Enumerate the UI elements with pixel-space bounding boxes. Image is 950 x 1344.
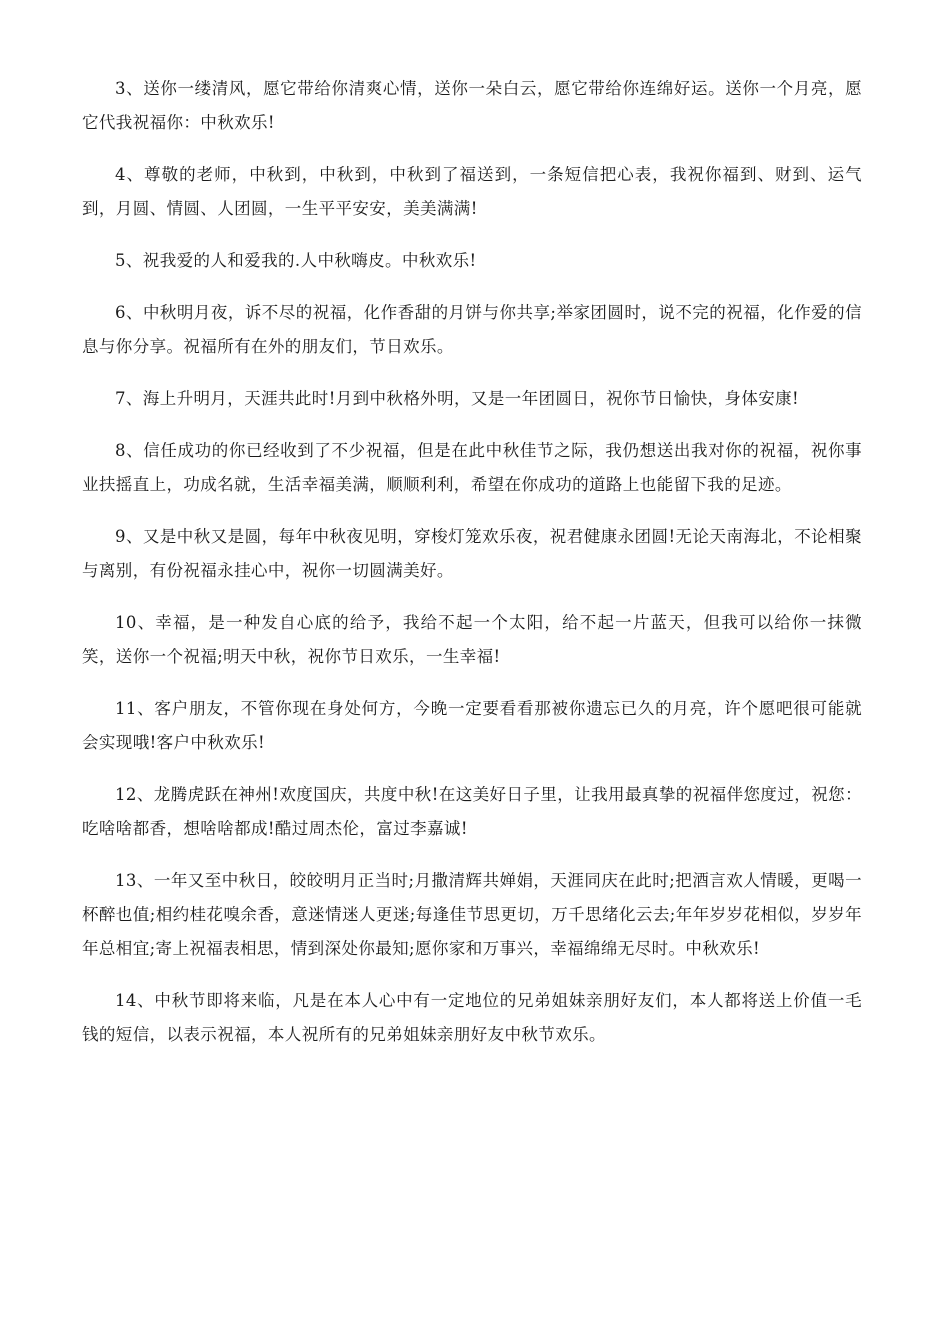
- paragraph-9: 9、又是中秋又是圆，每年中秋夜见明，穿梭灯笼欢乐夜，祝君健康永团圆!无论天南海北，不论相聚与离别，有份祝福永挂心中，祝你一切圆满美好。: [82, 527, 862, 580]
- paragraph-13: 13、一年又至中秋日，皎皎明月正当时;月撒清辉共婵娟，天涯同庆在此时;把酒言欢人情暖，更喝一杯醉也值;相约桂花嗅余香，意迷情迷人更迷;每逢佳节思更切，万千思绪化云去;年年岁岁花相似，岁岁年年总相宜;寄上祝福表相思，情到深处你最知;愿你家和万事兴，幸福绵绵无尽时。中秋欢乐!: [82, 871, 862, 958]
- paragraph-5: 5、祝我爱的人和爱我的.人中秋嗨皮。中秋欢乐!: [115, 251, 477, 270]
- document-body: [82, 72, 862, 1070]
- paragraph-3: 3、送你一缕清风，愿它带给你清爽心情，送你一朵白云，愿它带给你连绵好运。送你一个月亮，愿它代我祝福你：中秋欢乐!: [82, 79, 862, 132]
- paragraph-12: 12、龙腾虎跃在神州!欢度国庆，共度中秋!在这美好日子里，让我用最真挚的祝福伴您度过，祝您：吃啥啥都香，想啥啥都成!酷过周杰伦，富过李嘉诚!: [82, 785, 862, 838]
- paragraph-11: 11、客户朋友，不管你现在身处何方，今晚一定要看看那被你遗忘已久的月亮，许个愿吧很可能就会实现哦!客户中秋欢乐!: [82, 699, 862, 752]
- paragraph-8: 8、信任成功的你已经收到了不少祝福，但是在此中秋佳节之际，我仍想送出我对你的祝福，祝你事业扶摇直上，功成名就，生活幸福美满，顺顺利利，希望在你成功的道路上也能留下我的足迹。: [82, 441, 862, 494]
- paragraph-7: 7、海上升明月，天涯共此时!月到中秋格外明，又是一年团圆日，祝你节日愉快，身体安康!: [115, 389, 800, 408]
- paragraph-14: 14、中秋节即将来临，凡是在本人心中有一定地位的兄弟姐妹亲朋好友们，本人都将送上价值一毛钱的短信，以表示祝福，本人祝所有的兄弟姐妹亲朋好友中秋节欢乐。: [82, 991, 862, 1044]
- paragraph-4: 4、尊敬的老师，中秋到，中秋到，中秋到了福送到，一条短信把心表，我祝你福到、财到、运气到，月圆、情圆、人团圆，一生平平安安，美美满满!: [82, 165, 862, 218]
- paragraph-10: 10、幸福，是一种发自心底的给予，我给不起一个太阳，给不起一片蓝天，但我可以给你一抹微笑，送你一个祝福;明天中秋，祝你节日欢乐，一生幸福!: [82, 613, 862, 666]
- paragraph-6: 6、中秋明月夜，诉不尽的祝福，化作香甜的月饼与你共享;举家团圆时，说不完的祝福，化作爱的信息与你分享。祝福所有在外的朋友们，节日欢乐。: [82, 303, 862, 356]
